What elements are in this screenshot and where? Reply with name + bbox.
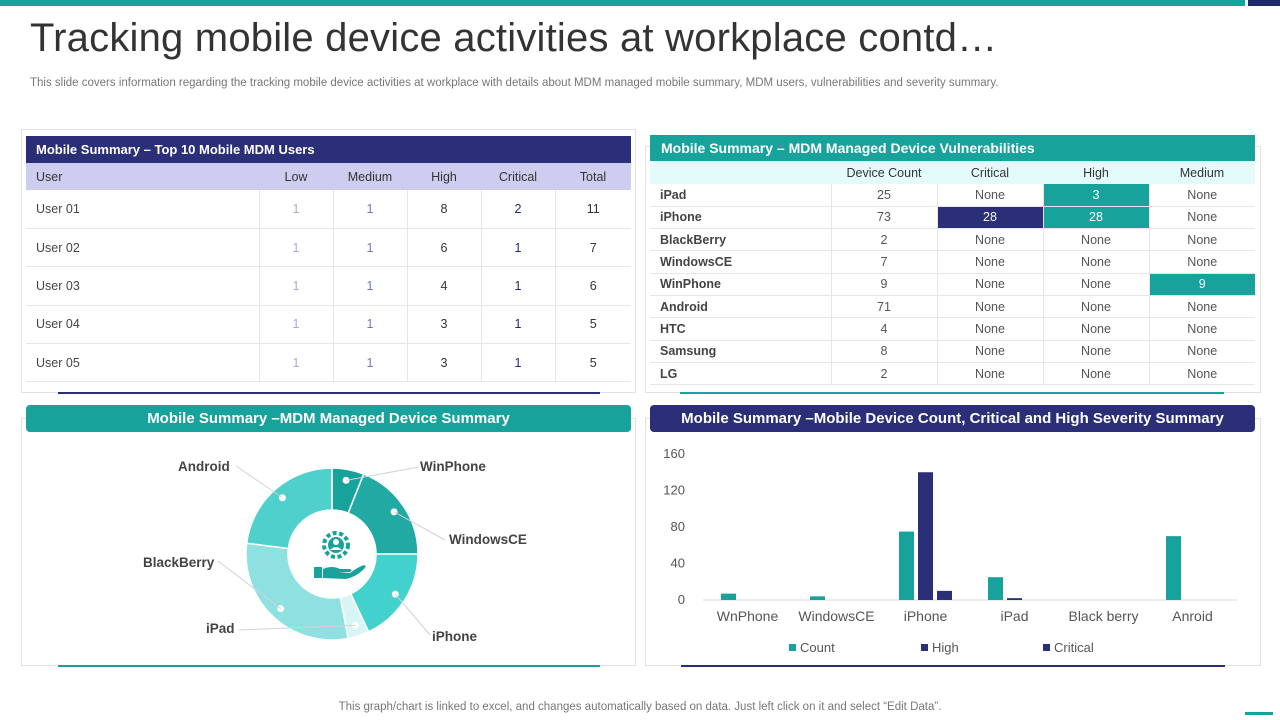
vuln-col-medium: Medium bbox=[1179, 165, 1225, 180]
vuln-cell: 9 bbox=[831, 273, 937, 295]
vuln-cell: None bbox=[937, 251, 1043, 273]
legend-item-high bbox=[921, 640, 959, 655]
legend-label: Count bbox=[800, 640, 835, 655]
users-cell-high: 4 bbox=[407, 267, 481, 305]
donut-label-android: Android bbox=[178, 459, 230, 474]
donut-label-iphone: iPhone bbox=[432, 629, 478, 644]
legend-item-critical bbox=[1043, 640, 1094, 655]
table-row bbox=[650, 340, 1255, 362]
y-tick-label: 40 bbox=[670, 555, 685, 571]
table-row bbox=[26, 305, 631, 343]
vuln-cell: None bbox=[937, 229, 1043, 251]
bar-high bbox=[1007, 598, 1022, 600]
legend-swatch bbox=[789, 644, 796, 651]
vuln-cell: None bbox=[1149, 318, 1255, 340]
bar-high bbox=[918, 472, 933, 600]
users-cell-low: 1 bbox=[259, 190, 333, 228]
users-cell-total: 7 bbox=[555, 228, 631, 266]
vuln-cell: None bbox=[937, 295, 1043, 317]
users-cell-low: 1 bbox=[259, 344, 333, 382]
legend-label: Critical bbox=[1054, 640, 1094, 655]
donut-label-ipad: iPad bbox=[206, 621, 235, 636]
vuln-cell: None bbox=[1043, 295, 1149, 317]
donut-slice-android bbox=[247, 468, 332, 548]
users-cell-critical: 2 bbox=[481, 190, 555, 228]
x-tick-label: Black berry bbox=[1068, 608, 1139, 624]
vuln-device-name: Samsung bbox=[660, 344, 717, 359]
table-row bbox=[26, 267, 631, 305]
vuln-cell: 8 bbox=[831, 340, 937, 362]
users-col-total: Total bbox=[579, 169, 607, 184]
donut-label-blackberry: BlackBerry bbox=[143, 555, 215, 570]
y-tick-label: 120 bbox=[663, 482, 685, 498]
bar-count bbox=[810, 596, 825, 600]
y-tick-label: 80 bbox=[670, 519, 685, 534]
vuln-device-name: iPad bbox=[660, 187, 687, 202]
donut-chart bbox=[21, 432, 636, 665]
users-cell-user: User 01 bbox=[36, 201, 80, 216]
users-cell-total: 6 bbox=[555, 267, 631, 305]
bar-count bbox=[899, 532, 914, 600]
users-cell-medium: 1 bbox=[333, 267, 407, 305]
vuln-cell: 28 bbox=[1043, 206, 1149, 228]
bar-count bbox=[1166, 536, 1181, 600]
vuln-device-name: WinPhone bbox=[660, 277, 721, 292]
table-row bbox=[650, 229, 1255, 251]
users-cell-user: User 05 bbox=[36, 355, 80, 370]
x-tick-label: Anroid bbox=[1172, 608, 1213, 624]
vuln-device-name: iPhone bbox=[660, 210, 702, 225]
users-cell-medium: 1 bbox=[333, 190, 407, 228]
bar-critical bbox=[937, 591, 952, 600]
vuln-device-name: WindowsCE bbox=[660, 255, 733, 270]
vuln-device-name: BlackBerry bbox=[660, 232, 727, 247]
donut-slice-windowsce bbox=[348, 474, 418, 554]
table-row bbox=[650, 251, 1255, 273]
x-tick-label: iPhone bbox=[903, 608, 948, 624]
users-cell-medium: 1 bbox=[333, 344, 407, 382]
users-panel-underline bbox=[58, 392, 600, 394]
vuln-cell: None bbox=[1149, 251, 1255, 273]
table-row bbox=[650, 295, 1255, 317]
vuln-cell: 7 bbox=[831, 251, 937, 273]
donut-panel-underline bbox=[58, 665, 600, 667]
vuln-col-critical: Critical bbox=[970, 165, 1010, 180]
vuln-cell: None bbox=[937, 340, 1043, 362]
users-cell-medium: 1 bbox=[333, 228, 407, 266]
users-cell-critical: 1 bbox=[481, 267, 555, 305]
donut-leader-android bbox=[236, 466, 282, 498]
users-table-header-row bbox=[26, 163, 631, 190]
vuln-cell: None bbox=[1043, 318, 1149, 340]
vuln-cell: 71 bbox=[831, 295, 937, 317]
x-tick-label: iPad bbox=[1000, 608, 1029, 624]
vuln-device-name: Android bbox=[660, 299, 708, 314]
bar-chart bbox=[645, 432, 1261, 632]
bar-panel-header: Mobile Summary –Mobile Device Count, Critical and High Severity Summary bbox=[650, 405, 1255, 432]
bar-panel-underline bbox=[681, 665, 1225, 667]
vuln-table-header-row bbox=[650, 161, 1255, 184]
users-cell-critical: 1 bbox=[481, 305, 555, 343]
top-accent-bar bbox=[0, 0, 1245, 6]
table-row bbox=[26, 228, 631, 266]
users-cell-high: 3 bbox=[407, 305, 481, 343]
users-col-high: High bbox=[431, 169, 457, 184]
vuln-cell: None bbox=[937, 273, 1043, 295]
table-row bbox=[26, 344, 631, 382]
users-cell-user: User 03 bbox=[36, 278, 80, 293]
users-cell-medium: 1 bbox=[333, 305, 407, 343]
y-tick-label: 160 bbox=[663, 446, 685, 461]
bottom-accent-bar bbox=[1245, 712, 1273, 715]
vuln-panel-header: Mobile Summary – MDM Managed Device Vulnerabilities bbox=[650, 135, 1255, 161]
legend-item-count bbox=[789, 640, 835, 655]
users-cell-low: 1 bbox=[259, 267, 333, 305]
users-cell-total: 11 bbox=[555, 190, 631, 228]
table-row bbox=[650, 273, 1255, 295]
vuln-cell: None bbox=[1149, 184, 1255, 206]
vuln-cell: 2 bbox=[831, 362, 937, 384]
top-accent-corner bbox=[1248, 0, 1280, 6]
vuln-cell: None bbox=[1149, 362, 1255, 384]
vuln-cell: None bbox=[1149, 340, 1255, 362]
vuln-cell: None bbox=[1043, 251, 1149, 273]
vuln-cell: None bbox=[937, 362, 1043, 384]
users-col-user: User bbox=[36, 169, 63, 184]
vuln-cell: 3 bbox=[1043, 184, 1149, 206]
users-panel-header: Mobile Summary – Top 10 Mobile MDM Users bbox=[26, 136, 631, 163]
x-tick-label: WindowsCE bbox=[798, 608, 875, 624]
vuln-col-high: High bbox=[1083, 165, 1109, 180]
vuln-device-name: HTC bbox=[660, 321, 686, 336]
vuln-cell: None bbox=[1149, 229, 1255, 251]
table-row bbox=[26, 190, 631, 228]
vuln-cell: 73 bbox=[831, 206, 937, 228]
table-row bbox=[650, 184, 1255, 206]
vuln-cell: None bbox=[937, 184, 1043, 206]
donut-label-windowsce: WindowsCE bbox=[449, 532, 527, 547]
legend-swatch bbox=[1043, 644, 1050, 651]
table-row bbox=[650, 318, 1255, 340]
users-col-medium: Medium bbox=[347, 169, 393, 184]
vuln-cell: 28 bbox=[937, 206, 1043, 228]
table-row bbox=[650, 362, 1255, 384]
vuln-table bbox=[650, 161, 1255, 385]
y-tick-label: 0 bbox=[677, 592, 685, 607]
users-cell-high: 3 bbox=[407, 344, 481, 382]
vuln-cell: 4 bbox=[831, 318, 937, 340]
vuln-cell: 9 bbox=[1149, 273, 1255, 295]
footer-note: This graph/chart is linked to excel, and changes automatically based on data. Just left click on it and select “Edit Data”. bbox=[338, 701, 942, 713]
page-title: Tracking mobile device activities at workplace contd… bbox=[30, 16, 998, 60]
vuln-cell: 25 bbox=[831, 184, 937, 206]
users-cell-low: 1 bbox=[259, 305, 333, 343]
users-cell-high: 8 bbox=[407, 190, 481, 228]
donut-panel-header: Mobile Summary –MDM Managed Device Summary bbox=[26, 405, 631, 432]
users-cell-user: User 04 bbox=[36, 317, 80, 332]
page-subtitle: This slide covers information regarding the tracking mobile device activities at workplace with details about MDM managed mobile summary, MDM users, vulnerabilities and severity summary. bbox=[30, 77, 999, 89]
vuln-cell: None bbox=[1043, 340, 1149, 362]
legend-swatch bbox=[921, 644, 928, 651]
users-cell-high: 6 bbox=[407, 228, 481, 266]
donut-leader-iphone bbox=[395, 594, 430, 635]
vuln-cell: None bbox=[1149, 206, 1255, 228]
users-cell-critical: 1 bbox=[481, 344, 555, 382]
users-col-low: Low bbox=[284, 169, 308, 184]
vuln-cell: None bbox=[1043, 229, 1149, 251]
vuln-cell: None bbox=[1149, 295, 1255, 317]
users-cell-user: User 02 bbox=[36, 240, 80, 255]
vuln-cell: None bbox=[1043, 362, 1149, 384]
users-cell-low: 1 bbox=[259, 228, 333, 266]
vuln-col-device bbox=[650, 161, 831, 184]
legend-label: High bbox=[932, 640, 959, 655]
users-cell-critical: 1 bbox=[481, 228, 555, 266]
bar-count bbox=[988, 577, 1003, 600]
vuln-panel-underline bbox=[680, 392, 1224, 394]
users-cell-total: 5 bbox=[555, 305, 631, 343]
vuln-cell: 2 bbox=[831, 229, 937, 251]
x-tick-label: WnPhone bbox=[716, 608, 779, 624]
table-row bbox=[650, 206, 1255, 228]
donut-label-winphone: WinPhone bbox=[420, 459, 486, 474]
vuln-col-device-count: Device Count bbox=[846, 165, 922, 180]
users-col-critical: Critical bbox=[498, 169, 538, 184]
vuln-device-name: LG bbox=[660, 366, 678, 381]
users-table bbox=[26, 163, 631, 382]
vuln-cell: None bbox=[1043, 273, 1149, 295]
vuln-cell: None bbox=[937, 318, 1043, 340]
bar-count bbox=[721, 594, 736, 600]
users-cell-total: 5 bbox=[555, 344, 631, 382]
gear-hand-person-icon bbox=[314, 533, 366, 579]
